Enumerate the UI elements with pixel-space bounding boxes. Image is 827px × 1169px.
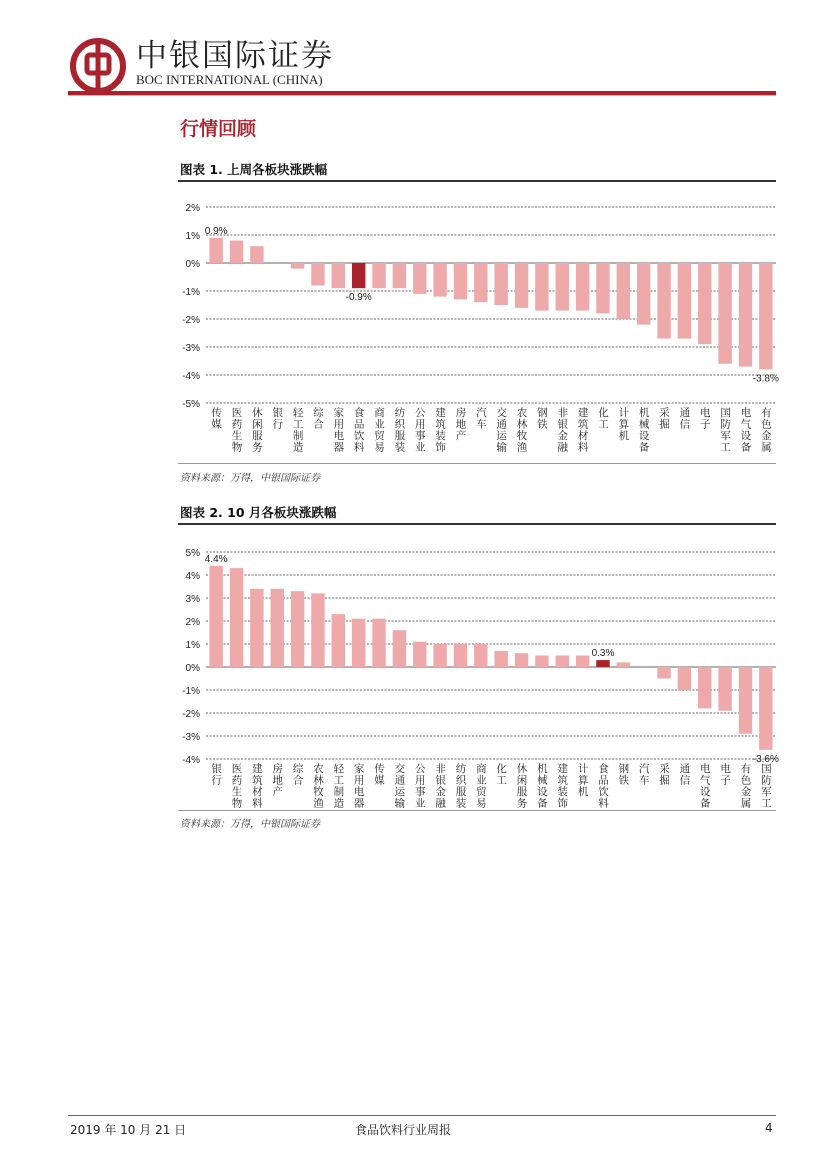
chart-1-category-label: 采掘 [658,407,671,430]
chart-2-category-label: 建筑装饰 [556,763,569,809]
chart-2-bar [393,630,406,667]
chart-2-category-label: 农林牧渔 [311,763,324,809]
chart-1-category-label: 公用事业 [413,407,426,453]
chart-1-category-label: 电子 [698,407,711,430]
chart-2-bar [454,644,467,667]
chart-1-category-label: 化工 [596,407,609,430]
chart-2-category-label: 采掘 [658,763,671,786]
chart-2-y-tick-label: -1% [182,686,200,697]
chart-2-category-label: 有色金属 [739,763,752,809]
chart-1-category-label: 家用电器 [332,407,345,453]
chart-1-category-label: 汽车 [474,407,487,430]
chart-2-category-label: 交通运输 [393,763,406,809]
chart-2-category-label: 汽车 [637,763,650,786]
chart-2-source: 资料来源：万得，中银国际证券 [180,819,320,830]
chart-1-data-label: -0.9% [345,292,372,304]
footer-page-number: 4 [765,1121,773,1135]
chart-1-y-tick-label: -5% [182,399,200,410]
chart-2-bar [515,653,528,667]
chart-1-category-label: 通信 [678,407,691,430]
chart-2-category-label: 休闲服务 [515,763,528,809]
footer-report-name: 食品饮料行业周报 [355,1123,452,1137]
chart-1-category-label: 银行 [271,407,284,430]
footer-divider [68,1115,776,1116]
chart-1-category-label: 医药生物 [230,407,243,453]
chart-1-y-tick-label: 2% [185,203,200,214]
chart-2-category-label: 计算机 [576,763,589,798]
chart-2-data-label: 4.4% [204,553,228,565]
chart-2-category-label: 纺织服装 [454,763,467,809]
chart-2-category-label: 电子 [719,763,732,786]
chart-2-bar [332,614,345,667]
chart-2-y-tick-label: 5% [185,548,200,559]
chart-2-title: 图表 2. 10 月各板块涨跌幅 [180,505,337,520]
chart-2-bar [718,667,731,711]
chart-1-category-label: 非银金融 [556,407,569,453]
chart-1-category-label: 商业贸易 [373,407,386,453]
chart-1-category-label: 有色金属 [759,407,772,453]
chart-2-bar [739,667,752,734]
chart-2-category-label: 钢铁 [617,763,630,786]
section-title: 行情回顾 [180,118,257,140]
chart-1-y-tick-label: -1% [182,287,200,298]
chart-1-category-label: 建筑材料 [576,407,589,453]
chart-1-category-label: 食品饮料 [352,407,365,453]
chart-2-bar [678,667,691,690]
chart-2-category-label: 建筑材料 [250,763,263,809]
chart-2-category-label: 电气设备 [698,763,711,809]
logo-chinese-name: 中银国际证券 [136,38,334,74]
chart-1-title: 图表 1. 上周各板块涨跌幅 [180,162,328,177]
chart-2-y-tick-label: -3% [182,732,200,743]
chart-2-category-label: 非银金融 [434,763,447,809]
chart-1-y-tick-label: -4% [182,371,200,382]
chart-2-bar [372,619,385,667]
chart-2-y-tick-label: 2% [185,617,200,628]
chart-2-y-tick-label: 3% [185,594,200,605]
chart-2-bar [433,644,446,667]
chart-2-bar [352,619,365,667]
chart-1-data-label: -3.8% [752,373,779,385]
chart-1-category-label: 房地产 [454,407,467,442]
chart-1-y-tick-label: 0% [185,259,200,270]
chart-2-category-label: 商业贸易 [474,763,487,809]
chart-1-y-tick-label: 1% [185,231,200,242]
chart-2-y-tick-label: -4% [182,755,200,766]
chart-1-category-label: 电气设备 [739,407,752,453]
chart-2-category-label: 机械设备 [535,763,548,809]
chart-1-category-label: 休闲服务 [250,407,263,453]
chart-2-category-label: 轻工制造 [332,763,345,809]
chart-1-y-tick-label: -2% [182,315,200,326]
chart-1-category-label: 传媒 [210,407,223,430]
chart-2-category-label: 化工 [495,763,508,786]
chart-2-bar [291,591,304,667]
chart-2-data-label: -3.6% [752,753,779,765]
chart-2-bar [556,656,569,668]
chart-2-bar [576,656,589,668]
chart-1-category-label: 钢铁 [535,407,548,430]
chart-1-data-label: 0.9% [204,225,228,237]
chart-1-y-tick-label: -3% [182,343,200,354]
chart-2-bar [759,667,772,750]
chart-2-bar [535,656,548,668]
chart-2-category-label: 食品饮料 [596,763,609,809]
chart-2-y-tick-label: 4% [185,571,200,582]
chart-2-y-tick-label: 0% [185,663,200,674]
chart-1-category-label: 交通运输 [495,407,508,453]
chart-2-category-label: 银行 [210,763,223,786]
chart-1-category-label: 纺织服装 [393,407,406,453]
chart-2-source-rule [178,810,776,811]
chart-1-category-label: 建筑装饰 [434,407,447,453]
chart-2-category-label: 国防军工 [759,763,772,809]
chart-1-category-label: 机械设备 [637,407,650,453]
chart-1-category-label: 轻工制造 [291,407,304,453]
chart-2-bar [617,662,630,667]
chart-2-category-label: 传媒 [373,763,386,786]
chart-2-category-label: 医药生物 [230,763,243,809]
chart-2-data-label: 0.3% [591,648,615,660]
chart-1-category-label: 国防军工 [719,407,732,453]
chart-2-bar [474,644,487,667]
chart-2-bar [413,642,426,667]
logo-english-name: BOC INTERNATIONAL (CHINA) [136,72,323,87]
chart-1-source: 资料来源：万得，中银国际证券 [180,473,320,484]
chart-2-y-tick-label: -2% [182,709,200,720]
chart-2-category-label: 综合 [291,763,304,786]
chart-2-bar [209,566,222,667]
chart-2-category-label: 公用事业 [413,763,426,809]
chart-1-category-label: 综合 [311,407,324,430]
chart-2-y-tick-label: 1% [185,640,200,651]
chart-2-category-label: 通信 [678,763,691,786]
chart-2-bar [311,593,324,667]
chart-2-bar [230,568,243,667]
chart-2-bar [250,589,263,667]
chart-2-bar [271,589,284,667]
chart-1-category-label: 计算机 [617,407,630,442]
chart-2-category-label: 房地产 [271,763,284,798]
chart-1-category-label: 农林牧渔 [515,407,528,453]
chart-2-bar [596,660,609,667]
chart-2-bar [657,667,670,679]
chart-2-bar [494,651,507,667]
footer-date: 2019 年 10 月 21 日 [70,1123,187,1137]
chart-2-category-label: 家用电器 [352,763,365,809]
chart-2-bar [698,667,711,708]
